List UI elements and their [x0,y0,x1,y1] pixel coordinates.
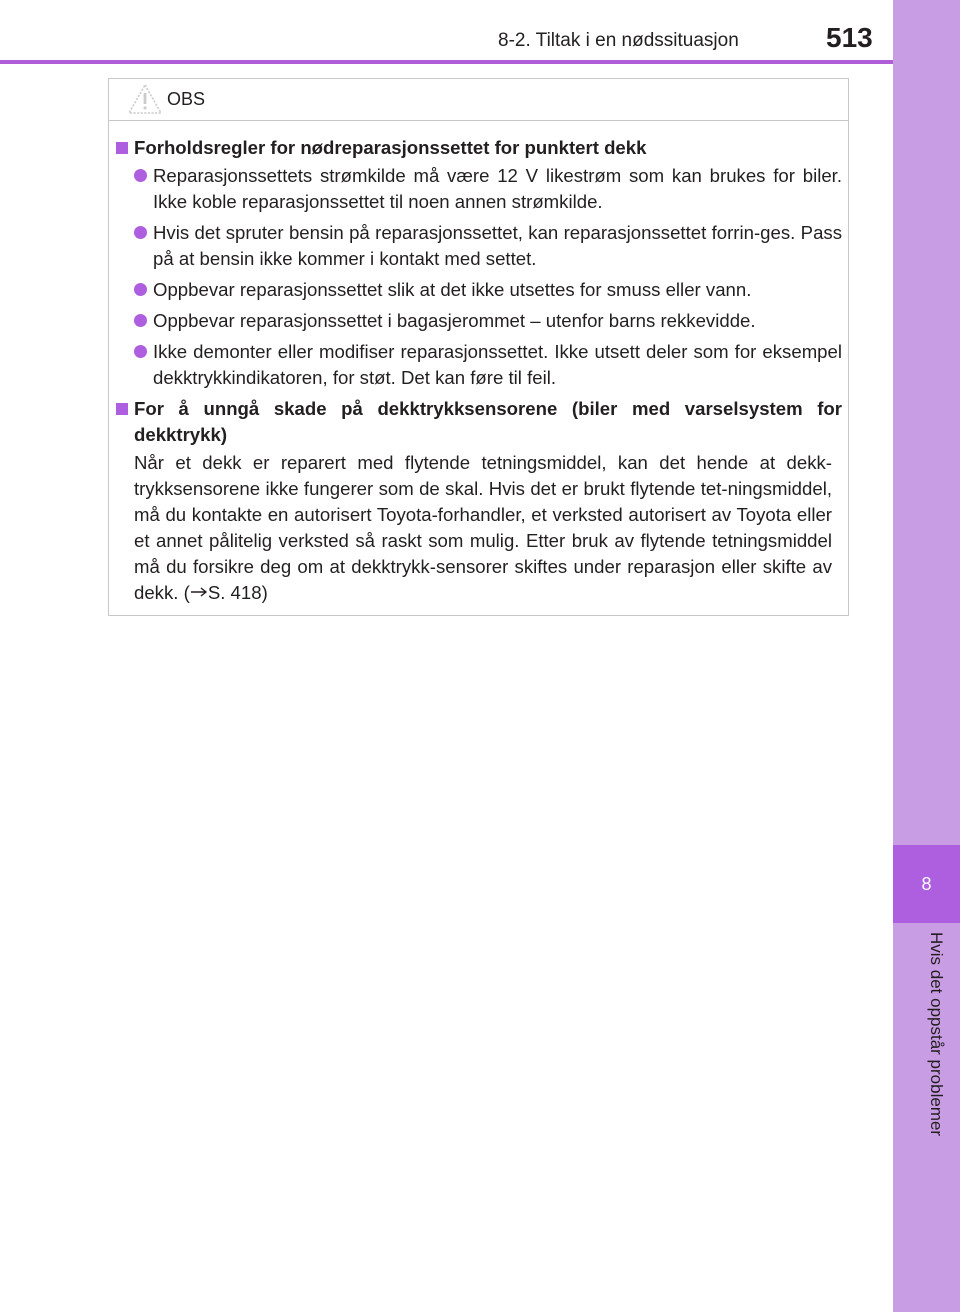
round-bullet-icon [134,283,147,296]
caution-header [109,79,848,121]
caution-box [108,78,849,616]
page-number: 513 [826,22,873,53]
section-heading-text: Forholdsregler for nødreparasjonssettet for punktert dekk [134,137,647,158]
list-item-text: Oppbevar reparasjonssettet slik at det ikke utsettes for smuss eller vann. [153,279,752,300]
list-item [115,163,842,215]
round-bullet-icon [134,345,147,358]
section-heading [115,135,842,161]
chapter-number: 8 [921,873,932,894]
square-bullet-icon [116,403,128,415]
list-item [115,220,842,272]
list-item [115,308,842,334]
section-heading-text: For å unngå skade på dekktrykksensorene (biler med varselsystem for dekktrykk) [134,398,842,445]
page-reference-link[interactable]: S. 418) [207,582,268,603]
round-bullet-icon [134,169,147,182]
body-paragraph [115,450,842,606]
caution-label: OBS [167,89,206,109]
section-header: 8-2. Tiltak i en nødssituasjon [498,30,739,51]
list-item [115,339,842,391]
chapter-title: Hvis det oppstår problemer [927,932,946,1137]
section-heading [115,396,842,448]
caution-body [109,121,848,606]
list-item-text: Reparasjonssettets strømkilde må være 12 V likestrøm som kan brukes for biler. Ikke koble reparasjonssettet til noen annen strømkilde. [153,165,842,212]
list-item [115,277,842,303]
side-tab-upper [893,0,960,845]
round-bullet-icon [134,314,147,327]
chapter-tab[interactable] [893,845,960,923]
arrow-right-icon [190,586,208,598]
list-item-text: Oppbevar reparasjonssettet i bagasjerommet – utenfor barns rekkevidde. [153,310,756,331]
header-rule [0,60,893,64]
paragraph-text: Når et dekk er reparert med flytende tetningsmiddel, kan det hende at dekk-trykksensorene ikke fungerer som de skal. Hvis det er brukt flytende tet-ningsmiddel, må du kontakte en autorisert Toyota-forhandler, et verksted autorisert av Toyota eller et annet pålitelig verksted så raskt som mulig. Etter bruk av flytende tetningsmiddel må du forsikre deg om at dekktrykk-sensorer skiftes under reparasjon eller skifte av dekk. ( [134,452,832,603]
warning-triangle-icon [127,83,163,115]
list-item-text: Hvis det spruter bensin på reparasjonssettet, kan reparasjonssettet forrin-ges. Pass på at bensin ikke kommer i kontakt med settet. [153,222,842,269]
square-bullet-icon [116,142,128,154]
round-bullet-icon [134,226,147,239]
list-item-text: Ikke demonter eller modifiser reparasjonssettet. Ikke utsett deler som for eksempel dekktrykkindikatoren, for støt. Det kan føre til feil. [153,341,842,388]
